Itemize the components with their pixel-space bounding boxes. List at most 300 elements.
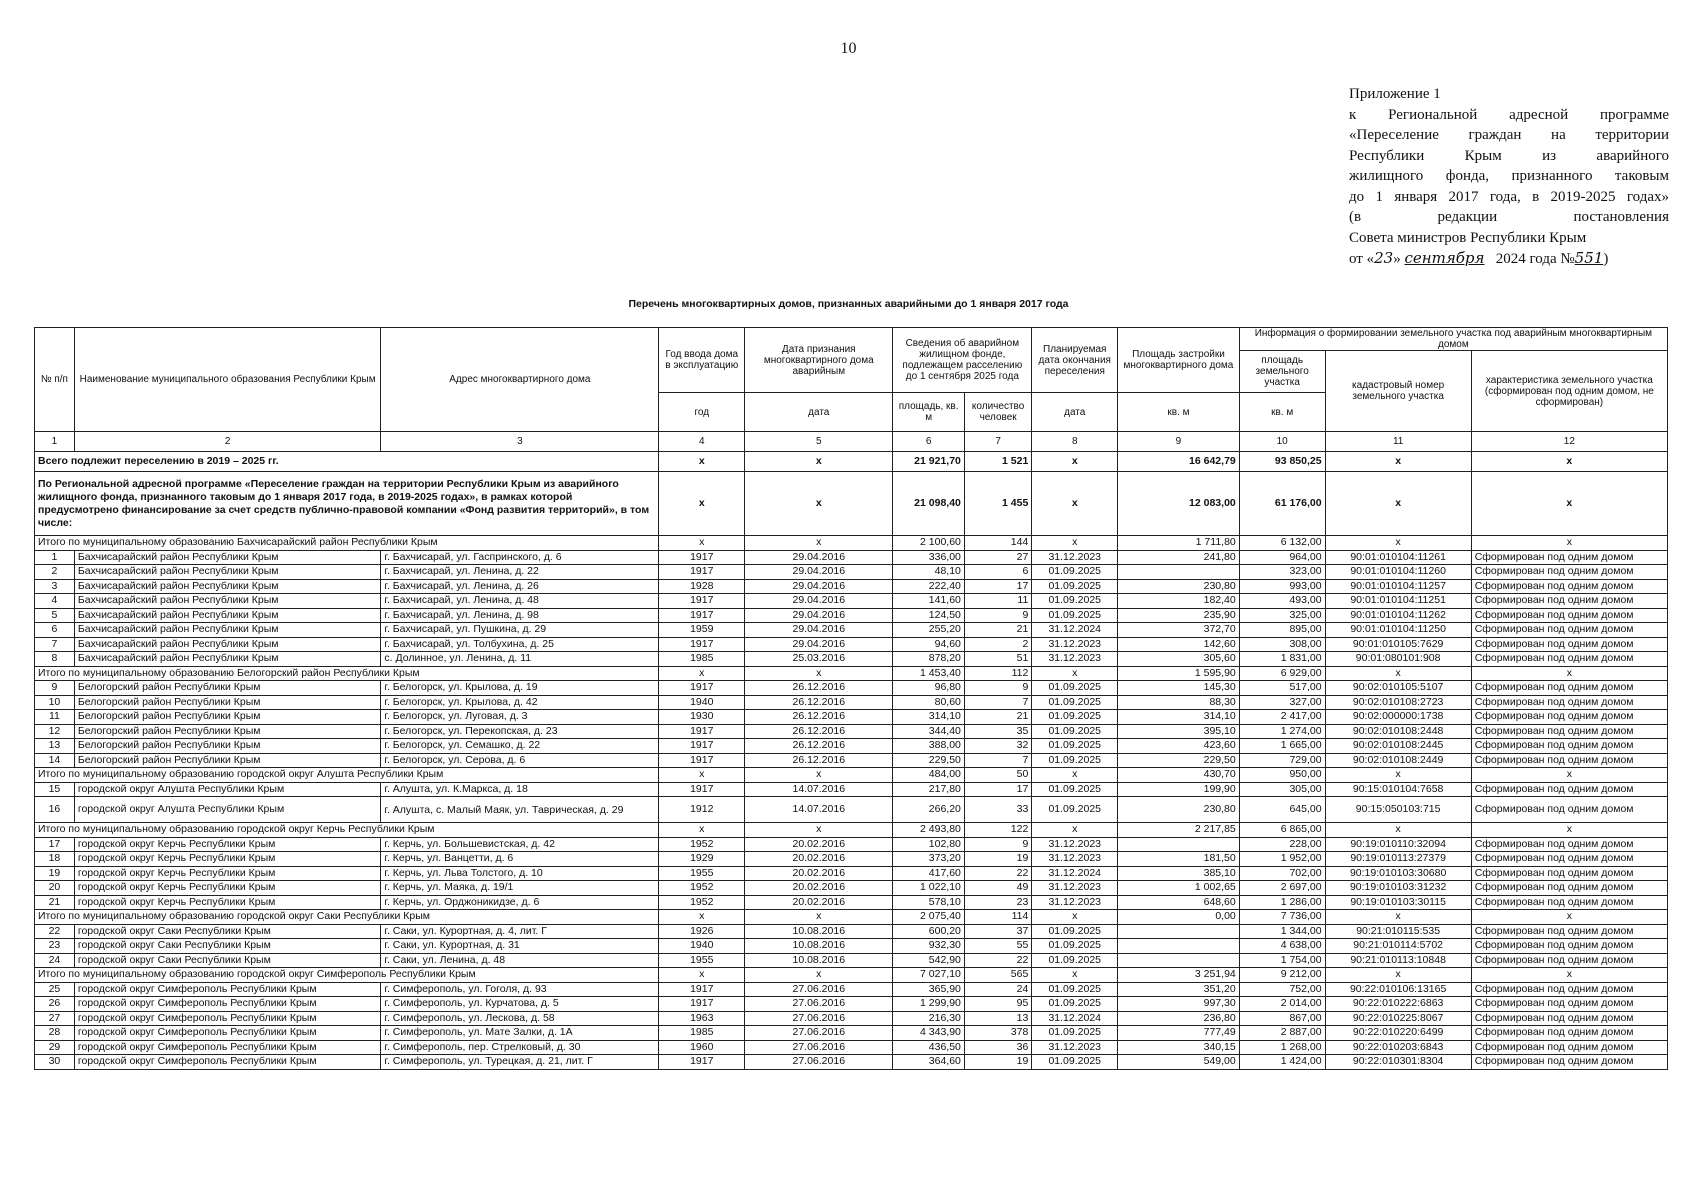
cell: x xyxy=(659,472,745,536)
cell: 17 xyxy=(964,579,1031,594)
cell: городской округ Симферополь Республики Крым xyxy=(74,997,381,1012)
cell: 90:01:010104:11260 xyxy=(1325,565,1471,580)
cell: 31.12.2024 xyxy=(1032,866,1118,881)
colnum: 6 xyxy=(893,432,965,452)
cell: 1 274,00 xyxy=(1239,724,1325,739)
table-row xyxy=(35,565,1668,580)
cell: г. Белогорск, ул. Серова, д. 6 xyxy=(381,753,659,768)
cell: Сформирован под одним домом xyxy=(1471,652,1667,667)
cell: 1952 xyxy=(659,837,745,852)
cell: 1917 xyxy=(659,681,745,696)
annex-block xyxy=(1349,84,1669,270)
colnum: 5 xyxy=(745,432,893,452)
cell: 565 xyxy=(964,968,1031,983)
cell: 235,90 xyxy=(1118,608,1240,623)
cell: 388,00 xyxy=(893,739,965,754)
cell: 2 697,00 xyxy=(1239,881,1325,896)
cell: 14.07.2016 xyxy=(745,782,893,797)
cell: 1 453,40 xyxy=(893,666,965,681)
cell: Бахчисарайский район Республики Крым xyxy=(74,579,381,594)
cell: 255,20 xyxy=(893,623,965,638)
cell: 336,00 xyxy=(893,550,965,565)
cell: 13 xyxy=(964,1011,1031,1026)
cell: x xyxy=(659,823,745,838)
cell: 61 176,00 xyxy=(1239,472,1325,536)
cell: 95 xyxy=(964,997,1031,1012)
cell: 578,10 xyxy=(893,895,965,910)
table-row xyxy=(35,939,1668,954)
cell: 01.09.2025 xyxy=(1032,982,1118,997)
cell: 31.12.2023 xyxy=(1032,881,1118,896)
cell: 2 417,00 xyxy=(1239,710,1325,725)
cell: 1 424,00 xyxy=(1239,1055,1325,1070)
cell: городской округ Саки Республики Крым xyxy=(74,939,381,954)
cell: 1917 xyxy=(659,594,745,609)
cell: 1917 xyxy=(659,550,745,565)
cell: 950,00 xyxy=(1239,768,1325,783)
cell: 340,15 xyxy=(1118,1040,1240,1055)
cell: 1959 xyxy=(659,623,745,638)
cell: 430,70 xyxy=(1118,768,1240,783)
annex-date-line: от «23» сентября 2024 года №551) xyxy=(1349,249,1609,267)
cell: Сформирован под одним домом xyxy=(1471,681,1667,696)
table-row xyxy=(35,782,1668,797)
cell: 49 xyxy=(964,881,1031,896)
cell: г. Белогорск, ул. Семашко, д. 22 xyxy=(381,739,659,754)
cell: Сформирован под одним домом xyxy=(1471,924,1667,939)
cell: 6 929,00 xyxy=(1239,666,1325,681)
unit-date2: дата xyxy=(1032,393,1118,432)
colnum: 12 xyxy=(1471,432,1667,452)
cell: 26.12.2016 xyxy=(745,739,893,754)
table-row xyxy=(35,608,1668,623)
cell: 3 xyxy=(35,579,75,594)
cell: 90:22:010220:6499 xyxy=(1325,1026,1471,1041)
cell: x xyxy=(1325,472,1471,536)
cell: городской округ Керчь Республики Крым xyxy=(74,881,381,896)
cell: 1 711,80 xyxy=(1118,536,1240,551)
cell: 7 027,10 xyxy=(893,968,965,983)
cell: 1917 xyxy=(659,782,745,797)
cell: 01.09.2025 xyxy=(1032,681,1118,696)
cell: Сформирован под одним домом xyxy=(1471,623,1667,638)
cell: 417,60 xyxy=(893,866,965,881)
cell: 1955 xyxy=(659,866,745,881)
cell: 01.09.2025 xyxy=(1032,924,1118,939)
cell: 01.09.2025 xyxy=(1032,710,1118,725)
cell: 90:01:010104:11261 xyxy=(1325,550,1471,565)
cell: 20.02.2016 xyxy=(745,852,893,867)
cell: городской округ Симферополь Республики Крым xyxy=(74,1055,381,1070)
cell xyxy=(1118,939,1240,954)
cell: x xyxy=(1032,823,1118,838)
cell: 1917 xyxy=(659,565,745,580)
cell: 55 xyxy=(964,939,1031,954)
cell: 0,00 xyxy=(1118,910,1240,925)
cell: 144 xyxy=(964,536,1031,551)
cell: 1 521 xyxy=(964,452,1031,472)
cell: 27 xyxy=(35,1011,75,1026)
cell: г. Алушта, ул. К.Маркса, д. 18 xyxy=(381,782,659,797)
cell: 1917 xyxy=(659,753,745,768)
subtotal-label: Итого по муниципальному образованию Белогорский район Республики Крым xyxy=(35,666,659,681)
cell: 31.12.2024 xyxy=(1032,623,1118,638)
cell: 31.12.2024 xyxy=(1032,1011,1118,1026)
cell: x xyxy=(1032,666,1118,681)
cell: 93 850,25 xyxy=(1239,452,1325,472)
cell: г. Керчь, ул. Маяка, д. 19/1 xyxy=(381,881,659,896)
cell: 24 xyxy=(964,982,1031,997)
cell: 29.04.2016 xyxy=(745,550,893,565)
cell: г. Саки, ул. Курортная, д. 4, лит. Г xyxy=(381,924,659,939)
cell: Сформирован под одним домом xyxy=(1471,550,1667,565)
cell: 90:01:010105:7629 xyxy=(1325,637,1471,652)
cell: 01.09.2025 xyxy=(1032,579,1118,594)
cell: 1 002,65 xyxy=(1118,881,1240,896)
cell: 27.06.2016 xyxy=(745,982,893,997)
header-land-group: Информация о формировании земельного участка под аварийным многоквартирным домом xyxy=(1239,328,1667,351)
cell: 702,00 xyxy=(1239,866,1325,881)
unit-people: количество человек xyxy=(964,393,1031,432)
cell: x xyxy=(1325,666,1471,681)
cell: г. Белогорск, ул. Крылова, д. 42 xyxy=(381,695,659,710)
cell: 222,40 xyxy=(893,579,965,594)
cell: x xyxy=(1032,910,1118,925)
unit-date: дата xyxy=(745,393,893,432)
table-row xyxy=(35,837,1668,852)
cell: 351,20 xyxy=(1118,982,1240,997)
cell: 1928 xyxy=(659,579,745,594)
cell: 229,50 xyxy=(893,753,965,768)
cell: Белогорский район Республики Крым xyxy=(74,753,381,768)
cell: 230,80 xyxy=(1118,579,1240,594)
cell: 25.03.2016 xyxy=(745,652,893,667)
cell: 01.09.2025 xyxy=(1032,953,1118,968)
cell: 997,30 xyxy=(1118,997,1240,1012)
cell: 1 831,00 xyxy=(1239,652,1325,667)
table-row xyxy=(35,579,1668,594)
cell: 314,10 xyxy=(1118,710,1240,725)
cell: 9 212,00 xyxy=(1239,968,1325,983)
cell: 17 xyxy=(35,837,75,852)
cell: 10.08.2016 xyxy=(745,953,893,968)
table-row xyxy=(35,724,1668,739)
cell: городской округ Керчь Республики Крым xyxy=(74,866,381,881)
cell: Бахчисарайский район Республики Крым xyxy=(74,565,381,580)
cell: 182,40 xyxy=(1118,594,1240,609)
cell: 21 xyxy=(964,623,1031,638)
cell: 90:22:010225:8067 xyxy=(1325,1011,1471,1026)
cell: 142,60 xyxy=(1118,637,1240,652)
cell: x xyxy=(1471,666,1667,681)
cell: г. Керчь, ул. Ванцетти, д. 6 xyxy=(381,852,659,867)
grand-total-label: Всего подлежит переселению в 2019 – 2025 гг. xyxy=(35,452,659,472)
cell: Сформирован под одним домом xyxy=(1471,608,1667,623)
cell: 01.09.2025 xyxy=(1032,939,1118,954)
cell: x xyxy=(1471,910,1667,925)
cell: 19 xyxy=(35,866,75,881)
cell: 542,90 xyxy=(893,953,965,968)
cell: 32 xyxy=(964,739,1031,754)
cell: Сформирован под одним домом xyxy=(1471,797,1667,823)
column-numbers-row xyxy=(35,432,1668,452)
cell: x xyxy=(1471,968,1667,983)
annex-line: Совета министров Республики Крым xyxy=(1349,229,1587,246)
table-row xyxy=(35,1040,1668,1055)
cell: 29.04.2016 xyxy=(745,594,893,609)
cell: 16 xyxy=(35,797,75,823)
cell: 2 887,00 xyxy=(1239,1026,1325,1041)
cell: 96,80 xyxy=(893,681,965,696)
subtotal-label: Итого по муниципальному образованию городской округ Алушта Республики Крым xyxy=(35,768,659,783)
table-row xyxy=(35,997,1668,1012)
cell: 29.04.2016 xyxy=(745,623,893,638)
cell: 241,80 xyxy=(1118,550,1240,565)
cell: городской округ Саки Республики Крым xyxy=(74,924,381,939)
cell: x xyxy=(745,666,893,681)
colnum: 1 xyxy=(35,432,75,452)
annex-line: до 1 января 2017 года, в 2019-2025 годах» xyxy=(1349,188,1669,205)
cell: 01.09.2025 xyxy=(1032,724,1118,739)
cell: 7 xyxy=(964,753,1031,768)
table-row xyxy=(35,852,1668,867)
cell: 1 344,00 xyxy=(1239,924,1325,939)
cell: 31.12.2023 xyxy=(1032,550,1118,565)
cell: 01.09.2025 xyxy=(1032,997,1118,1012)
cell: 395,10 xyxy=(1118,724,1240,739)
cell: 1917 xyxy=(659,739,745,754)
cell: 21 098,40 xyxy=(893,472,965,536)
cell: 1955 xyxy=(659,953,745,968)
handwritten-number: 551 xyxy=(1574,249,1604,267)
cell: 1917 xyxy=(659,724,745,739)
cell: Бахчисарайский район Республики Крым xyxy=(74,550,381,565)
cell: Сформирован под одним домом xyxy=(1471,895,1667,910)
cell: 01.09.2025 xyxy=(1032,797,1118,823)
annex-line: Республики Крым из аварийного xyxy=(1349,147,1669,164)
cell: 6 132,00 xyxy=(1239,536,1325,551)
cell: Сформирован под одним домом xyxy=(1471,1055,1667,1070)
cell: 31.12.2023 xyxy=(1032,652,1118,667)
cell: x xyxy=(1471,536,1667,551)
cell: 19 xyxy=(964,1055,1031,1070)
table-row xyxy=(35,710,1668,725)
cell: городской округ Симферополь Республики Крым xyxy=(74,1040,381,1055)
cell: Сформирован под одним домом xyxy=(1471,953,1667,968)
subtotal-row xyxy=(35,768,1668,783)
cell: x xyxy=(659,910,745,925)
program-total-row xyxy=(35,472,1668,536)
table-row xyxy=(35,753,1668,768)
cell: 228,00 xyxy=(1239,837,1325,852)
cell: x xyxy=(745,452,893,472)
header-info-group: Сведения об аварийном жилищном фонде, подлежащем расселению до 1 сентября 2025 года xyxy=(893,328,1032,393)
cell: 18 xyxy=(35,852,75,867)
cell: 25 xyxy=(35,982,75,997)
cell: 90:19:010110:32094 xyxy=(1325,837,1471,852)
cell: 1 268,00 xyxy=(1239,1040,1325,1055)
cell: 14.07.2016 xyxy=(745,797,893,823)
cell: x xyxy=(659,968,745,983)
cell: 8 xyxy=(35,652,75,667)
cell: 14 xyxy=(35,753,75,768)
header-land-area: площадь земельного участка xyxy=(1239,351,1325,393)
cell: 517,00 xyxy=(1239,681,1325,696)
cell: 372,70 xyxy=(1118,623,1240,638)
colnum: 10 xyxy=(1239,432,1325,452)
cell: Сформирован под одним домом xyxy=(1471,637,1667,652)
cell: 305,60 xyxy=(1118,652,1240,667)
cell: 90:22:010203:6843 xyxy=(1325,1040,1471,1055)
cell: 10.08.2016 xyxy=(745,924,893,939)
cell: Сформирован под одним домом xyxy=(1471,753,1667,768)
cell: 1 665,00 xyxy=(1239,739,1325,754)
subtotal-row xyxy=(35,968,1668,983)
cell: 141,60 xyxy=(893,594,965,609)
table-row xyxy=(35,866,1668,881)
cell: 10.08.2016 xyxy=(745,939,893,954)
cell: г. Бахчисарай, ул. Пушкина, д. 29 xyxy=(381,623,659,638)
cell: 31.12.2023 xyxy=(1032,637,1118,652)
cell: г. Белогорск, ул. Луговая, д. 3 xyxy=(381,710,659,725)
cell: 1963 xyxy=(659,1011,745,1026)
cell xyxy=(1118,565,1240,580)
cell: 33 xyxy=(964,797,1031,823)
cell: 90:02:010108:2449 xyxy=(1325,753,1471,768)
cell xyxy=(1118,953,1240,968)
cell: г. Симферополь, ул. Турецкая, д. 21, лит. Г xyxy=(381,1055,659,1070)
cell: г. Бахчисарай, ул. Ленина, д. 26 xyxy=(381,579,659,594)
cell: Сформирован под одним домом xyxy=(1471,710,1667,725)
table-row xyxy=(35,797,1668,823)
cell: 51 xyxy=(964,652,1031,667)
cell: x xyxy=(659,536,745,551)
table-row xyxy=(35,1011,1668,1026)
cell: x xyxy=(1471,452,1667,472)
cell: 1 595,90 xyxy=(1118,666,1240,681)
cell: 124,50 xyxy=(893,608,965,623)
cell: 29.04.2016 xyxy=(745,608,893,623)
cell: 2 493,80 xyxy=(893,823,965,838)
cell xyxy=(1118,837,1240,852)
cell: x xyxy=(1471,768,1667,783)
cell: г. Симферополь, ул. Курчатова, д. 5 xyxy=(381,997,659,1012)
cell: г. Бахчисарай, ул. Ленина, д. 22 xyxy=(381,565,659,580)
grand-total-row xyxy=(35,452,1668,472)
cell: 436,50 xyxy=(893,1040,965,1055)
cell: 181,50 xyxy=(1118,852,1240,867)
table-row xyxy=(35,739,1668,754)
header-land-char: характеристика земельного участка (сформирован под одним домом, не сформирован) xyxy=(1471,351,1667,432)
cell: Сформирован под одним домом xyxy=(1471,739,1667,754)
cell: 90:01:080101:908 xyxy=(1325,652,1471,667)
cell: 102,80 xyxy=(893,837,965,852)
cell: г. Бахчисарай, ул. Ленина, д. 98 xyxy=(381,608,659,623)
cell: г. Бахчисарай, ул. Гаспринского, д. 6 xyxy=(381,550,659,565)
table-row xyxy=(35,895,1668,910)
cell: 35 xyxy=(964,724,1031,739)
cell: 325,00 xyxy=(1239,608,1325,623)
cell: 31.12.2023 xyxy=(1032,837,1118,852)
cell: 1985 xyxy=(659,652,745,667)
cell: городской округ Симферополь Республики Крым xyxy=(74,1026,381,1041)
cell: 7 736,00 xyxy=(1239,910,1325,925)
cell: x xyxy=(659,666,745,681)
cell: 50 xyxy=(964,768,1031,783)
subtotal-label: Итого по муниципальному образованию Бахчисарайский район Республики Крым xyxy=(35,536,659,551)
cell: 90:21:010113:10848 xyxy=(1325,953,1471,968)
cell: x xyxy=(1471,823,1667,838)
cell: Сформирован под одним домом xyxy=(1471,782,1667,797)
cell: 30 xyxy=(35,1055,75,1070)
cell: 01.09.2025 xyxy=(1032,739,1118,754)
cell: 90:22:010301:8304 xyxy=(1325,1055,1471,1070)
cell: 645,00 xyxy=(1239,797,1325,823)
cell: 11 xyxy=(964,594,1031,609)
cell: 493,00 xyxy=(1239,594,1325,609)
cell: 364,60 xyxy=(893,1055,965,1070)
cell: г. Симферополь, пер. Стрелковый, д. 30 xyxy=(381,1040,659,1055)
cell: 1 286,00 xyxy=(1239,895,1325,910)
header-num: № п/п xyxy=(35,328,75,432)
cell: 600,20 xyxy=(893,924,965,939)
cell: x xyxy=(1032,968,1118,983)
subtotal-row xyxy=(35,536,1668,551)
cell: 90:01:010104:11250 xyxy=(1325,623,1471,638)
cell: 26.12.2016 xyxy=(745,710,893,725)
cell: Сформирован под одним домом xyxy=(1471,1011,1667,1026)
cell: 305,00 xyxy=(1239,782,1325,797)
table-row xyxy=(35,594,1668,609)
annex-line: (в редакции постановления xyxy=(1349,209,1669,225)
cell: 31.12.2023 xyxy=(1032,852,1118,867)
cell: 01.09.2025 xyxy=(1032,1026,1118,1041)
cell: 90:02:010108:2445 xyxy=(1325,739,1471,754)
cell: 1 299,90 xyxy=(893,997,965,1012)
cell: городской округ Керчь Республики Крым xyxy=(74,895,381,910)
cell: 90:02:000000:1738 xyxy=(1325,710,1471,725)
cell: городской округ Керчь Республики Крым xyxy=(74,837,381,852)
cell: 29.04.2016 xyxy=(745,565,893,580)
cell: x xyxy=(745,768,893,783)
program-total-label: По Региональной адресной программе «Переселение граждан на территории Республики Крым из аварийного жилищного фонда, признанного таковым до 1 января 2017 года, в 2019-2025 годах», в рамках которой предусмотрено финансирование за счет средств публично-правовой компании «Фонд развития территорий», в том числе: xyxy=(35,472,659,536)
subtotal-label: Итого по муниципальному образованию городской округ Керчь Республики Крым xyxy=(35,823,659,838)
cell: 20 xyxy=(35,881,75,896)
table-row xyxy=(35,953,1668,968)
unit-year: год xyxy=(659,393,745,432)
cell: Сформирован под одним домом xyxy=(1471,579,1667,594)
cell: 1912 xyxy=(659,797,745,823)
cell: 385,10 xyxy=(1118,866,1240,881)
cell: x xyxy=(659,768,745,783)
cell: 236,80 xyxy=(1118,1011,1240,1026)
cell: 777,49 xyxy=(1118,1026,1240,1041)
cell: 1952 xyxy=(659,881,745,896)
cell: 27.06.2016 xyxy=(745,1026,893,1041)
cell: 895,00 xyxy=(1239,623,1325,638)
subtotal-label: Итого по муниципальному образованию городской округ Симферополь Республики Крым xyxy=(35,968,659,983)
cell: 344,40 xyxy=(893,724,965,739)
cell: г. Алушта, с. Малый Маяк, ул. Таврическая, д. 29 xyxy=(381,797,659,823)
cell: x xyxy=(745,968,893,983)
cell: г. Симферополь, ул. Мате Залки, д. 1А xyxy=(381,1026,659,1041)
cell: г. Симферополь, ул. Гоголя, д. 93 xyxy=(381,982,659,997)
cell: 9 xyxy=(964,608,1031,623)
cell: 1926 xyxy=(659,924,745,939)
cell: 2 xyxy=(964,637,1031,652)
cell: 20.02.2016 xyxy=(745,895,893,910)
cell: 27.06.2016 xyxy=(745,1011,893,1026)
